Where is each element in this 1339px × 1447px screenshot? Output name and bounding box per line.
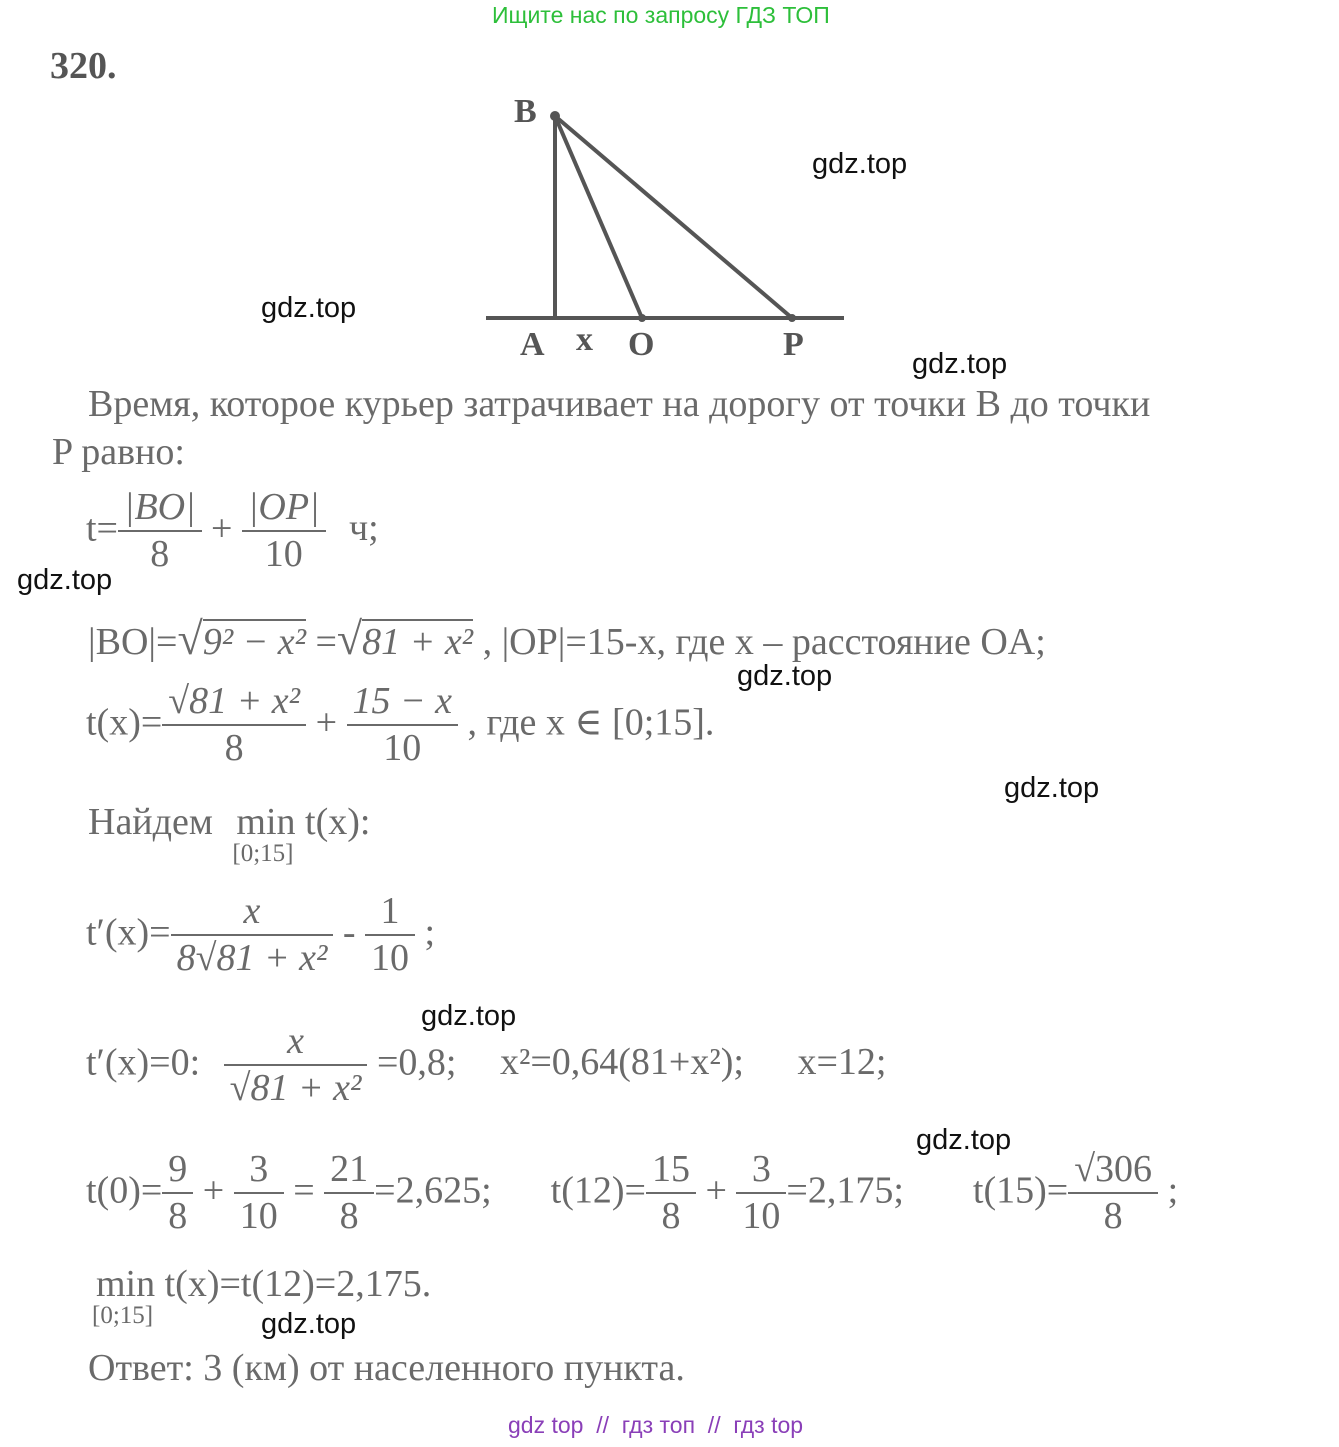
equation-derivative: t′(x)= $\frac{x}{\text{8√81 + x²}}$ - $\frac{1}{10}$ ; xyxy=(86,890,436,979)
problem-number: 320. xyxy=(50,45,117,87)
watermark: gdz.top xyxy=(421,1000,517,1032)
segment-bp xyxy=(555,116,792,318)
footer-links[interactable]: gdz top // гдз топ // гдз top xyxy=(508,1412,804,1438)
label-x: x xyxy=(576,321,593,358)
find-min: Найдем min t(x): [0;15] xyxy=(88,801,371,867)
label-p: P xyxy=(783,326,804,363)
watermark: gdz.top xyxy=(812,148,908,180)
triangle-figure xyxy=(480,80,860,370)
equation-critical: t′(x)=0: $\frac{x}{\text{√81 + x²}}$ =0,8; x²=0,64(81+x²); x=12; xyxy=(86,1020,887,1109)
intro-line-2: P равно: xyxy=(52,431,185,473)
point-o xyxy=(638,314,646,322)
label-a: A xyxy=(520,326,545,363)
watermark: gdz.top xyxy=(737,660,833,692)
watermark: gdz.top xyxy=(916,1124,1012,1156)
equation-time: t= $\frac{|BO|}{8}$ + $\frac{|OP|}{10}$ ч; xyxy=(86,486,379,575)
watermark: gdz.top xyxy=(1004,772,1100,804)
equation-tx: t(x)= $\frac{\text{√81 + x²}}{8}$ + $\frac{15 - x}{10}$ , где x ∈ [0;15]. xyxy=(86,680,715,769)
watermark: gdz.top xyxy=(261,1308,357,1340)
label-o: O xyxy=(628,326,655,363)
result-line: min t(x)=t(12)=2,175. [0;15] xyxy=(92,1263,432,1329)
segment-bo xyxy=(555,116,642,318)
label-b: B xyxy=(514,93,537,130)
watermark: gdz.top xyxy=(912,348,1008,380)
point-p xyxy=(788,314,796,322)
equation-bo: |BO|=√9² − x² =√81 + x² , |OP|=15-x, где x – расстояние OA; xyxy=(88,613,1046,664)
point-b xyxy=(550,111,560,121)
equation-values: t(0)= $\frac{9}{8}$ + $\frac{3}{10}$ = $\frac{21}{8}$ =2,625; t(12)= $\frac{15}{8}$ + $\frac{3}{10}$ =2,175; t(15)= $\frac{√306}{8}$ ; xyxy=(86,1148,1179,1237)
answer-line: Ответ: 3 (км) от населенного пункта. xyxy=(88,1347,685,1389)
watermark: gdz.top xyxy=(261,292,357,324)
watermark: gdz.top xyxy=(17,564,113,596)
intro-line-1: Время, которое курьер затрачивает на дорогу от точки B до точки xyxy=(88,383,1151,425)
top-banner: Ищите нас по запросу ГДЗ ТОП xyxy=(492,2,830,28)
